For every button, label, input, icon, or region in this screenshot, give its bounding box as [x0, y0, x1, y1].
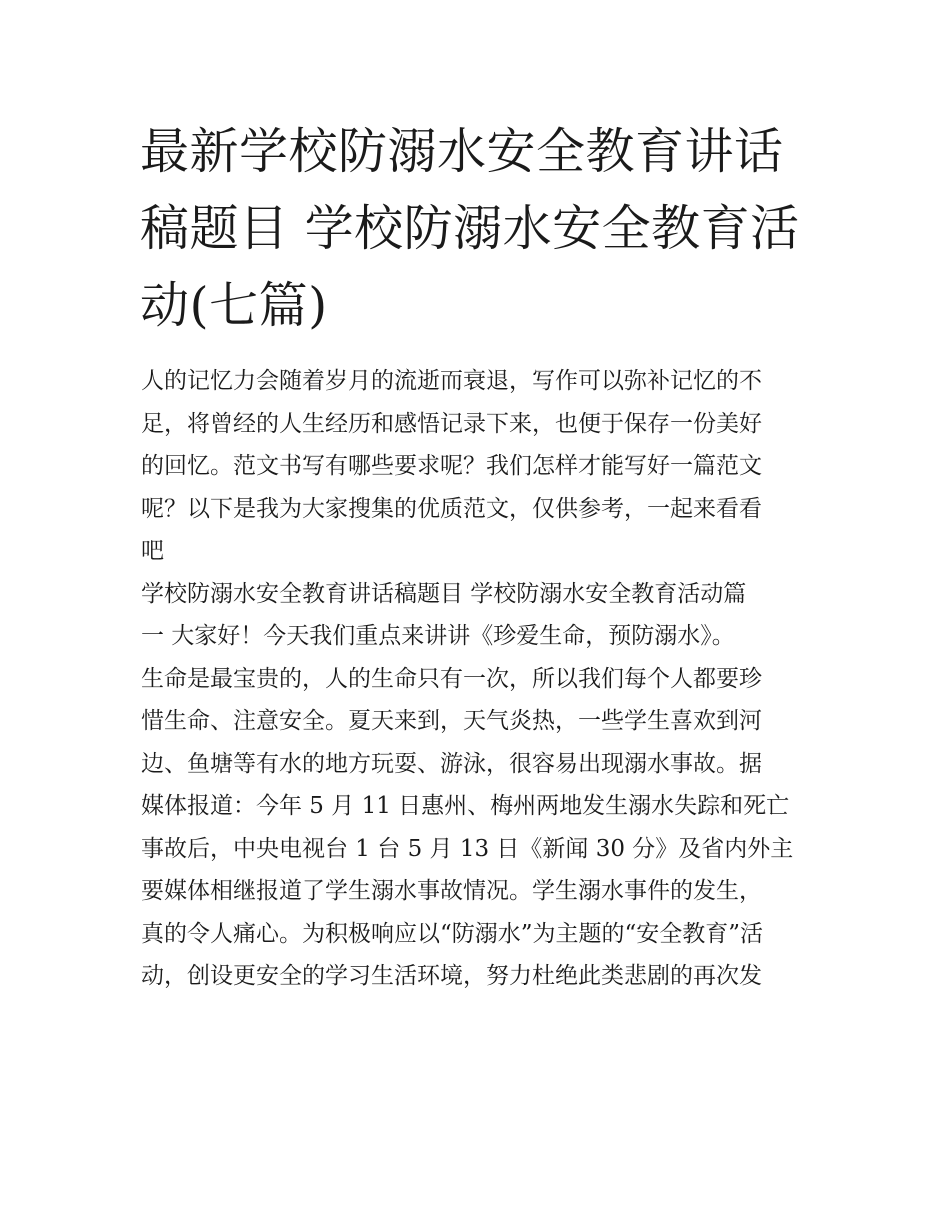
- body-line: 学校防溺水安全教育讲话稿题目 学校防溺水安全教育活动篇: [141, 580, 747, 607]
- body-line: 要媒体相继报道了学生溺水事故情况。学生溺水事件的发生，: [141, 878, 762, 904]
- body-line: 呢？以下是我为大家搜集的优质范文，仅供参考，一起来看看: [141, 495, 762, 522]
- document-title: [140, 113, 820, 344]
- body-line: 事故后，中央电视台 1 台 5 月 13 日《新闻 30 分》及省内外主: [141, 835, 794, 862]
- body-line: 惜生命、注意安全。夏天来到，天气炎热，一些学生喜欢到河: [141, 708, 762, 734]
- body-line: 人的记忆力会随着岁月的流逝而衰退，写作可以弥补记忆的不: [141, 368, 762, 394]
- body-line: 边、鱼塘等有水的地方玩耍、游泳，很容易出现溺水事故。据: [141, 750, 762, 777]
- body-line: 动，创设更安全的学习生活环境，努力杜绝此类悲剧的再次发: [141, 963, 762, 989]
- document-body: [141, 360, 821, 998]
- title-line: 最新学校防溺水安全教育讲话: [140, 123, 784, 180]
- body-line: 生命是最宝贵的，人的生命只有一次，所以我们每个人都要珍: [141, 665, 762, 692]
- body-line: 足，将曾经的人生经历和感悟记录下来，也便于保存一份美好: [141, 410, 762, 437]
- title-line: 稿题目 学校防溺水安全教育活: [140, 200, 800, 257]
- body-line: 吧: [141, 538, 164, 564]
- body-line: 的回忆。范文书写有哪些要求呢？我们怎样才能写好一篇范文: [141, 453, 762, 479]
- body-line: 媒体报道：今年 5 月 11 日惠州、梅州两地发生溺水失踪和死亡: [141, 793, 790, 819]
- body-line: 真的令人痛心。为积极响应以“防溺水”为主题的“安全教育”活: [141, 920, 764, 947]
- title-line: 动(七篇): [140, 277, 328, 334]
- body-line: 一 大家好！今天我们重点来讲讲《珍爱生命，预防溺水》。: [141, 623, 735, 649]
